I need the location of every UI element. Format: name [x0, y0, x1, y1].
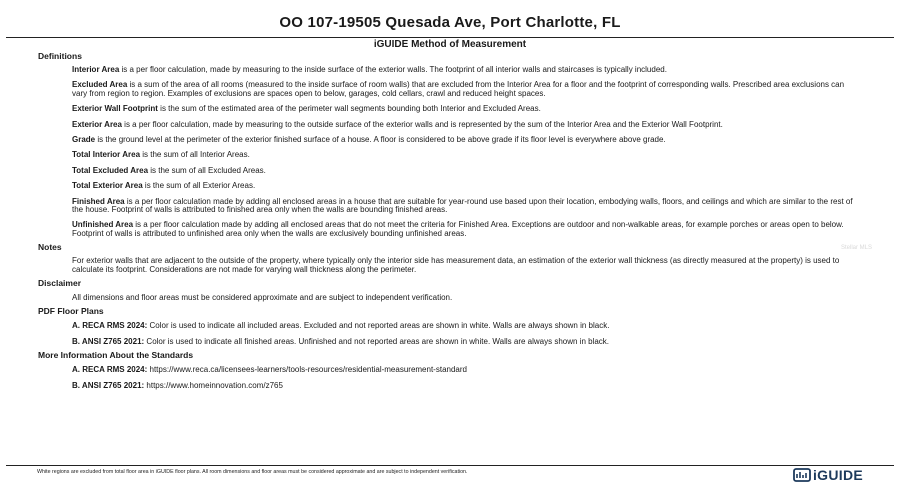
footer-divider — [6, 465, 894, 466]
definition-unfinished-area: Unfinished Area is a per floor calculation made by adding all enclosed areas that do not meet the criteria for Finished Area. Exceptions are outdoor and non-walkable areas, for example porches or areas open to below. Footprint of walls is attributed to unfinished area only when the walls are exclusively bounding unfinished areas. — [72, 220, 844, 238]
definition-total-exterior-area: Total Exterior Area is the sum of all Exterior Areas. — [72, 181, 256, 191]
footer-note: White regions are excluded from total floor area in iGUIDE floor plans. All room dimensions and floor areas must be considered approximate and are subject to independent verification. — [37, 469, 468, 475]
definition-exterior-area: Exterior Area is a per floor calculation, made by measuring to the outside surface of the exterior walls and is represented by the sum of the Interior Area and the Exterior Wall Footprint. — [72, 119, 723, 129]
iguide-logo-text: iGUIDE — [812, 467, 863, 483]
pdf-floor-plan-reca: A. RECA RMS 2024: Color is used to indicate all included areas. Excluded and not reported areas are shown in white. Walls are always shown in black. — [72, 321, 610, 331]
definition-grade: Grade is the ground level at the perimeter of the exterior finished surface of a house. A floor is considered to be above grade if its floor level is everywhere above grade. — [72, 135, 666, 145]
page-title: OO 107-19505 Quesada Ave, Port Charlotte, FL — [279, 14, 621, 31]
standard-ansi-link[interactable]: B. ANSI Z765 2021: https://www.homeinnovation.com/z765 — [72, 381, 283, 391]
standards-heading: More Information About the Standards — [38, 350, 194, 361]
definition-total-interior-area: Total Interior Area is the sum of all Interior Areas. — [72, 150, 250, 160]
notes-heading: Notes — [38, 242, 62, 253]
pdf-floor-plans-heading: PDF Floor Plans — [38, 306, 104, 317]
notes-text: For exterior walls that are adjacent to the outside of the property, where typically only the interior side has measurement data, an estimation of the exterior wall thickness (as directly measured at the property) is used to calculate its footprint. Considerations are not made for varying wall thickness along the perimeter. — [72, 256, 840, 274]
standard-reca-link[interactable]: A. RECA RMS 2024: https://www.reca.ca/licensees-learners/tools-resources/residential-measurement-standard — [72, 365, 467, 375]
definitions-heading: Definitions — [38, 51, 82, 61]
definition-interior-area: Interior Area is a per floor calculation, made by measuring to the inside surface of the exterior walls. The footprint of all interior walls and staircases is typically included. — [72, 65, 667, 74]
title-divider — [6, 37, 894, 38]
page-subtitle: iGUIDE Method of Measurement — [373, 39, 527, 50]
iguide-logo — [793, 467, 863, 483]
pdf-floor-plan-ansi: B. ANSI Z765 2021: Color is used to indicate all finished areas. Unfinished and not reported areas are shown in white. Walls are always shown in black. — [72, 337, 610, 347]
definition-total-excluded-area: Total Excluded Area is the sum of all Excluded Areas. — [72, 165, 266, 175]
disclaimer-text: All dimensions and floor areas must be considered approximate and are subject to independent verification. — [72, 293, 453, 303]
watermark: Stellar MLS — [840, 245, 872, 251]
definition-excluded-area: Excluded Area is a sum of the area of all rooms (measured to the inside surface of room walls) that are excluded from the Interior Area for a floor and the footprint of corresponding walls. Prescribed area exclusions can vary from region to region. Examples of exclusions are spaces open to below, garages, cold cellars, crawl and reduced height spaces. — [72, 80, 845, 98]
iguide-logo-icon — [793, 468, 811, 482]
definition-finished-area: Finished Area is a per floor calculation made by adding all enclosed areas in a house that are suitable for year-round use based upon their location, embodying walls, floors, and ceilings and which are similar to the rest of the house. Footprint of walls is attributed to finished area only when the walls are bounding finished areas. — [72, 196, 853, 215]
definition-exterior-wall-footprint: Exterior Wall Footprint is the sum of the estimated area of the perimeter wall segments bounding both Interior and Excluded Areas. — [72, 104, 541, 114]
disclaimer-heading: Disclaimer — [38, 278, 81, 289]
